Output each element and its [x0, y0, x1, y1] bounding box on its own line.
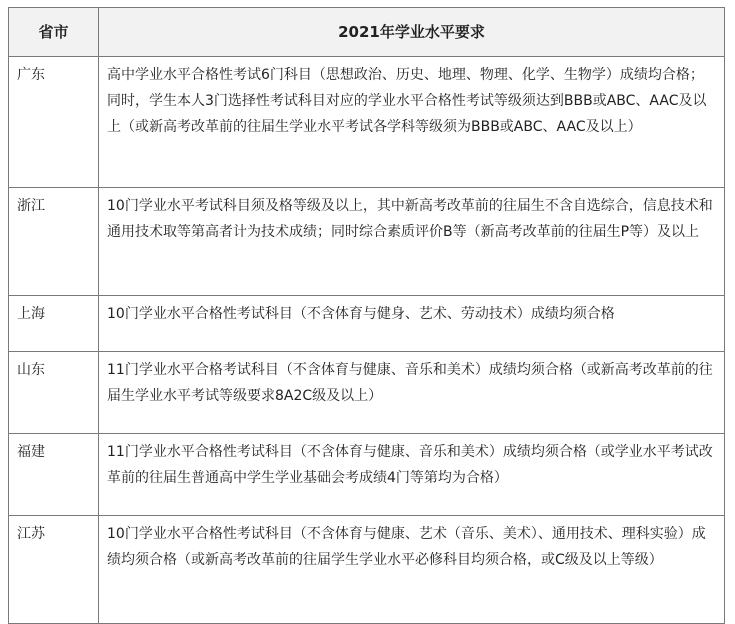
requirement-cell: 11门学业水平合格考试科目（不含体育与健康、音乐和美术）成绩均须合格（或新高考改革前的往届生学业水平考试等级要求8A2C级及以上） [99, 352, 725, 434]
header-province: 省市 [9, 8, 99, 57]
province-cell: 江苏 [9, 516, 99, 624]
province-cell: 山东 [9, 352, 99, 434]
table-row [9, 352, 725, 434]
requirement-cell: 11门学业水平合格性考试科目（不含体育与健康、音乐和美术）成绩均须合格（或学业水平考试改革前的往届生普通高中学生学业基础会考成绩4门等第均为合格） [99, 434, 725, 516]
table-row [9, 434, 725, 516]
table-row [9, 516, 725, 624]
province-cell: 福建 [9, 434, 99, 516]
header-requirement: 2021年学业水平要求 [99, 8, 725, 57]
province-cell: 浙江 [9, 188, 99, 296]
province-cell: 上海 [9, 296, 99, 352]
province-cell: 广东 [9, 57, 99, 188]
requirement-cell: 10门学业水平考试科目须及格等级及以上，其中新高考改革前的往届生不含自选综合，信息技术和通用技术取等第高者计为技术成绩；同时综合素质评价B等（新高考改革前的往届生P等）及以上 [99, 188, 725, 296]
requirement-cell: 10门学业水平合格性考试科目（不含体育与健身、艺术、劳动技术）成绩均须合格 [99, 296, 725, 352]
requirement-cell: 10门学业水平合格性考试科目（不含体育与健康、艺术（音乐、美术）、通用技术、理科实验）成绩均须合格（或新高考改革前的往届学生学业水平必修科目均须合格，或C级及以上等级） [99, 516, 725, 624]
table-header-row [9, 8, 725, 57]
requirement-cell: 高中学业水平合格性考试6门科目（思想政治、历史、地理、物理、化学、生物学）成绩均合格；同时，学生本人3门选择性考试科目对应的学业水平合格性考试等级须达到BBB或ABC、AAC及以上（或新高考改革前的往届生学业水平考试各学科等级须为BBB或ABC、AAC及以上） [99, 57, 725, 188]
table-row [9, 296, 725, 352]
requirements-table [8, 7, 725, 624]
table-row [9, 188, 725, 296]
table-row [9, 57, 725, 188]
